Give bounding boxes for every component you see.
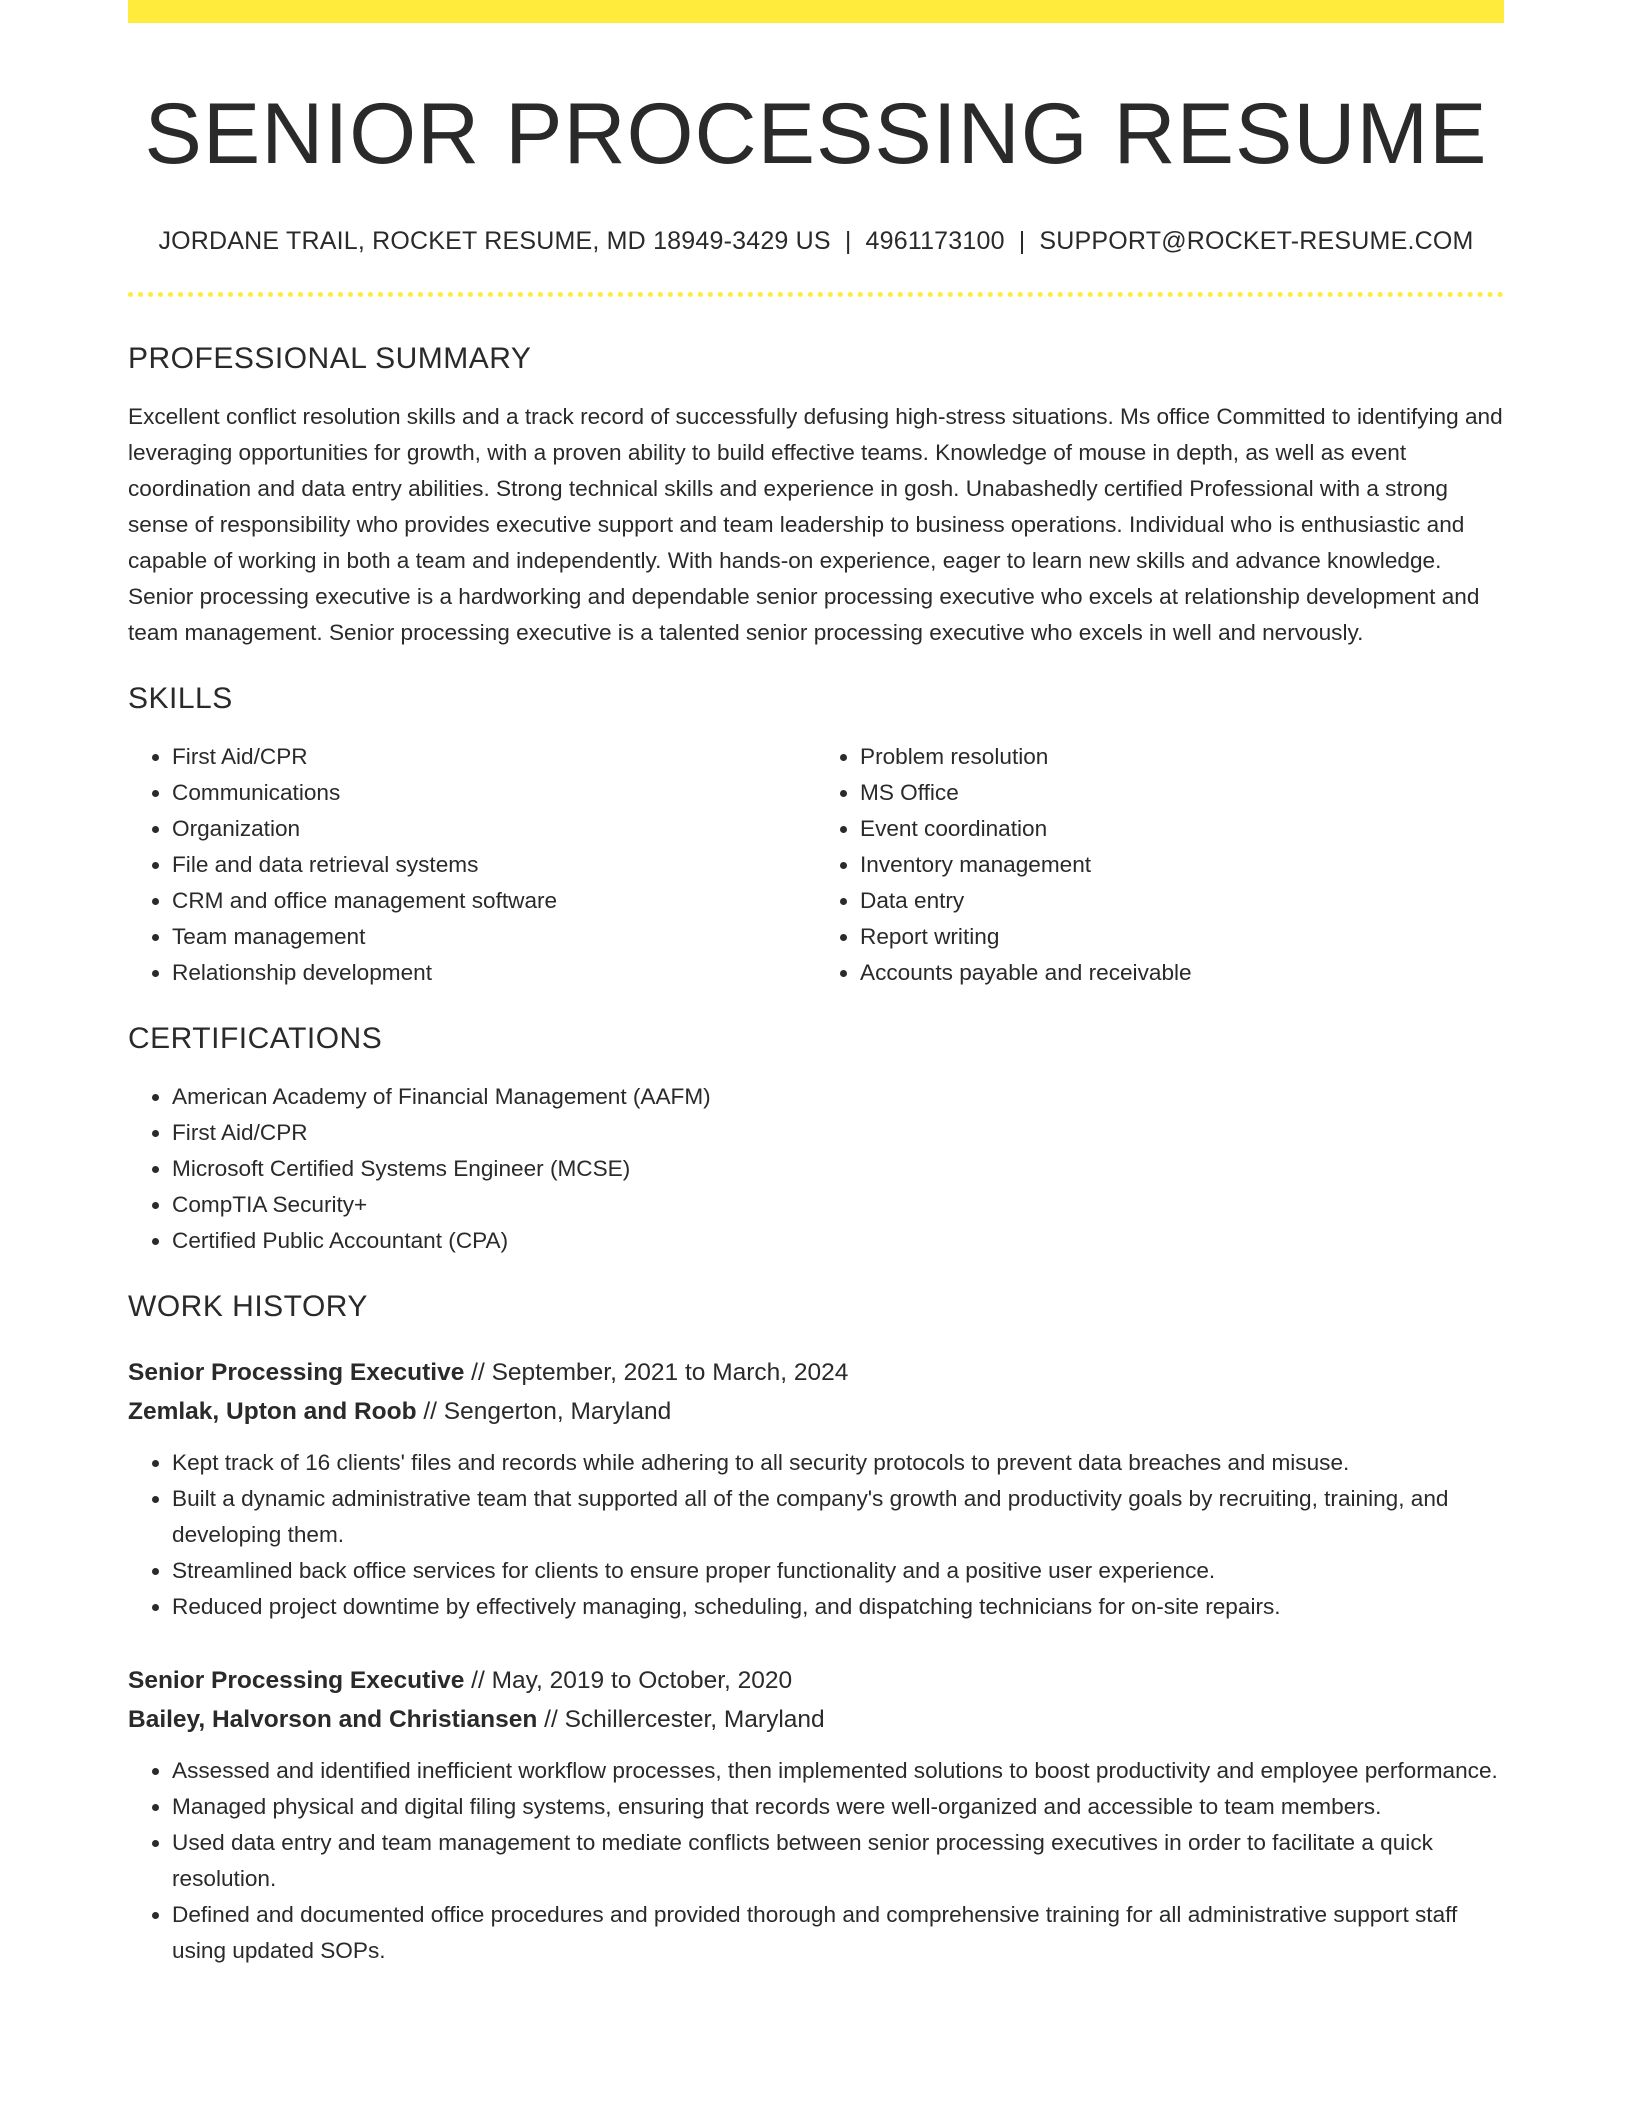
summary-text: Excellent conflict resolution skills and a track record of successfully defusing high-stress situations. Ms office Committed to identifying and leveraging opportunities for growth, with a proven ability to build effective teams. Knowledge of mouse in depth, as well as event coordination and data entry abilities. Strong technical skills and experience in gosh. Unabashedly certified Professional with a strong sense of responsibility who provides executive support and team leadership to business operations. Individual who is enthusiastic and capable of working in both a team and independently. With hands-on experience, eager to learn new skills and advance knowledge. Senior processing executive is a hardworking and dependable senior processing executive who excels at relationship development and team management. Senior processing executive is a talented senior processing executive who excels in well and nervously. [128,404,1503,646]
skill-item: • Accounts payable and receivable [860,955,1504,991]
job-duty: • Built a dynamic administrative team that supported all of the company's growth and productivity goals by recruiting, training, and developing them. [172,1481,1504,1553]
job-entry [128,1661,1504,1969]
skills-list-right [816,739,1504,991]
job-duty: • Used data entry and team management to mediate conflicts between senior processing executives in order to facilitate a quick resolution. [172,1825,1504,1897]
job-duty: • Managed physical and digital filing systems, ensuring that records were well-organized and accessible to team members. [172,1789,1504,1825]
job-role-line [128,1353,1504,1392]
job-company-line [128,1700,1504,1739]
skill-item: • Organization [172,811,816,847]
skills-list-left [128,739,816,991]
job-role: Senior Processing Executive [128,1667,465,1695]
skill-item: • Team management [172,919,816,955]
work-history-heading: WORK HISTORY [128,1290,368,1324]
contact-phone: 4961173100 [865,227,1005,256]
skill-item: • CRM and office management software [172,883,816,919]
skills-grid [128,717,1504,991]
job-company: Zemlak, Upton and Roob [128,1398,417,1426]
job-duty: • Streamlined back office services for clients to ensure proper functionality and a positive user experience. [172,1553,1504,1589]
skill-item: • MS Office [860,775,1504,811]
skill-item: • First Aid/CPR [172,739,816,775]
skill-item: • File and data retrieval systems [172,847,816,883]
job-location: // Sengerton, Maryland [416,1398,672,1426]
certification-item: • CompTIA Security+ [172,1187,1504,1223]
skills-heading: SKILLS [128,682,233,716]
skill-item: • Communications [172,775,816,811]
job-role: Senior Processing Executive [128,1359,465,1387]
job-duty: • Reduced project downtime by effectively managing, scheduling, and dispatching technicians for on-site repairs. [172,1589,1504,1625]
job-company: Bailey, Halvorson and Christiansen [128,1706,538,1734]
certification-item: • Certified Public Accountant (CPA) [172,1223,1504,1259]
job-company-line [128,1392,1504,1431]
skill-item: • Relationship development [172,955,816,991]
skill-item: • Inventory management [860,847,1504,883]
job-duty: • Defined and documented office procedures and provided thorough and comprehensive training for all administrative support staff using updated SOPs. [172,1897,1504,1969]
skill-item: • Event coordination [860,811,1504,847]
skill-item: • Data entry [860,883,1504,919]
job-duty: • Assessed and identified inefficient workflow processes, then implemented solutions to boost productivity and employee performance. [172,1753,1504,1789]
dotted-divider [128,292,1504,297]
contact-email: SUPPORT@ROCKET-RESUME.COM [1039,227,1474,256]
resume-page [128,0,1504,1969]
job-entry [128,1353,1504,1625]
job-duties-list [128,1445,1504,1625]
job-role-line [128,1661,1504,1700]
certification-item: • American Academy of Financial Management (AAFM) [172,1079,1504,1115]
job-dates: // May, 2019 to October, 2020 [464,1667,793,1695]
contact-separator: | [1018,227,1026,256]
top-accent-bar [128,0,1504,23]
skill-item: • Report writing [860,919,1504,955]
contact-line [128,226,1504,256]
skill-item: • Problem resolution [860,739,1504,775]
job-duty: • Kept track of 16 clients' files and records while adhering to all security protocols to prevent data breaches and misuse. [172,1445,1504,1481]
certification-item: • Microsoft Certified Systems Engineer (MCSE) [172,1151,1504,1187]
certifications-list [128,1079,1504,1259]
job-dates: // September, 2021 to March, 2024 [464,1359,849,1387]
certification-item: • First Aid/CPR [172,1115,1504,1151]
contact-separator: | [844,227,852,256]
job-duties-list [128,1753,1504,1969]
summary-heading: PROFESSIONAL SUMMARY [128,342,532,376]
certifications-heading: CERTIFICATIONS [128,1022,383,1056]
resume-title: SENIOR PROCESSING RESUME [144,86,1488,182]
job-location: // Schillercester, Maryland [537,1706,825,1734]
contact-address: JORDANE TRAIL, ROCKET RESUME, MD 18949-3429 US [158,227,831,256]
